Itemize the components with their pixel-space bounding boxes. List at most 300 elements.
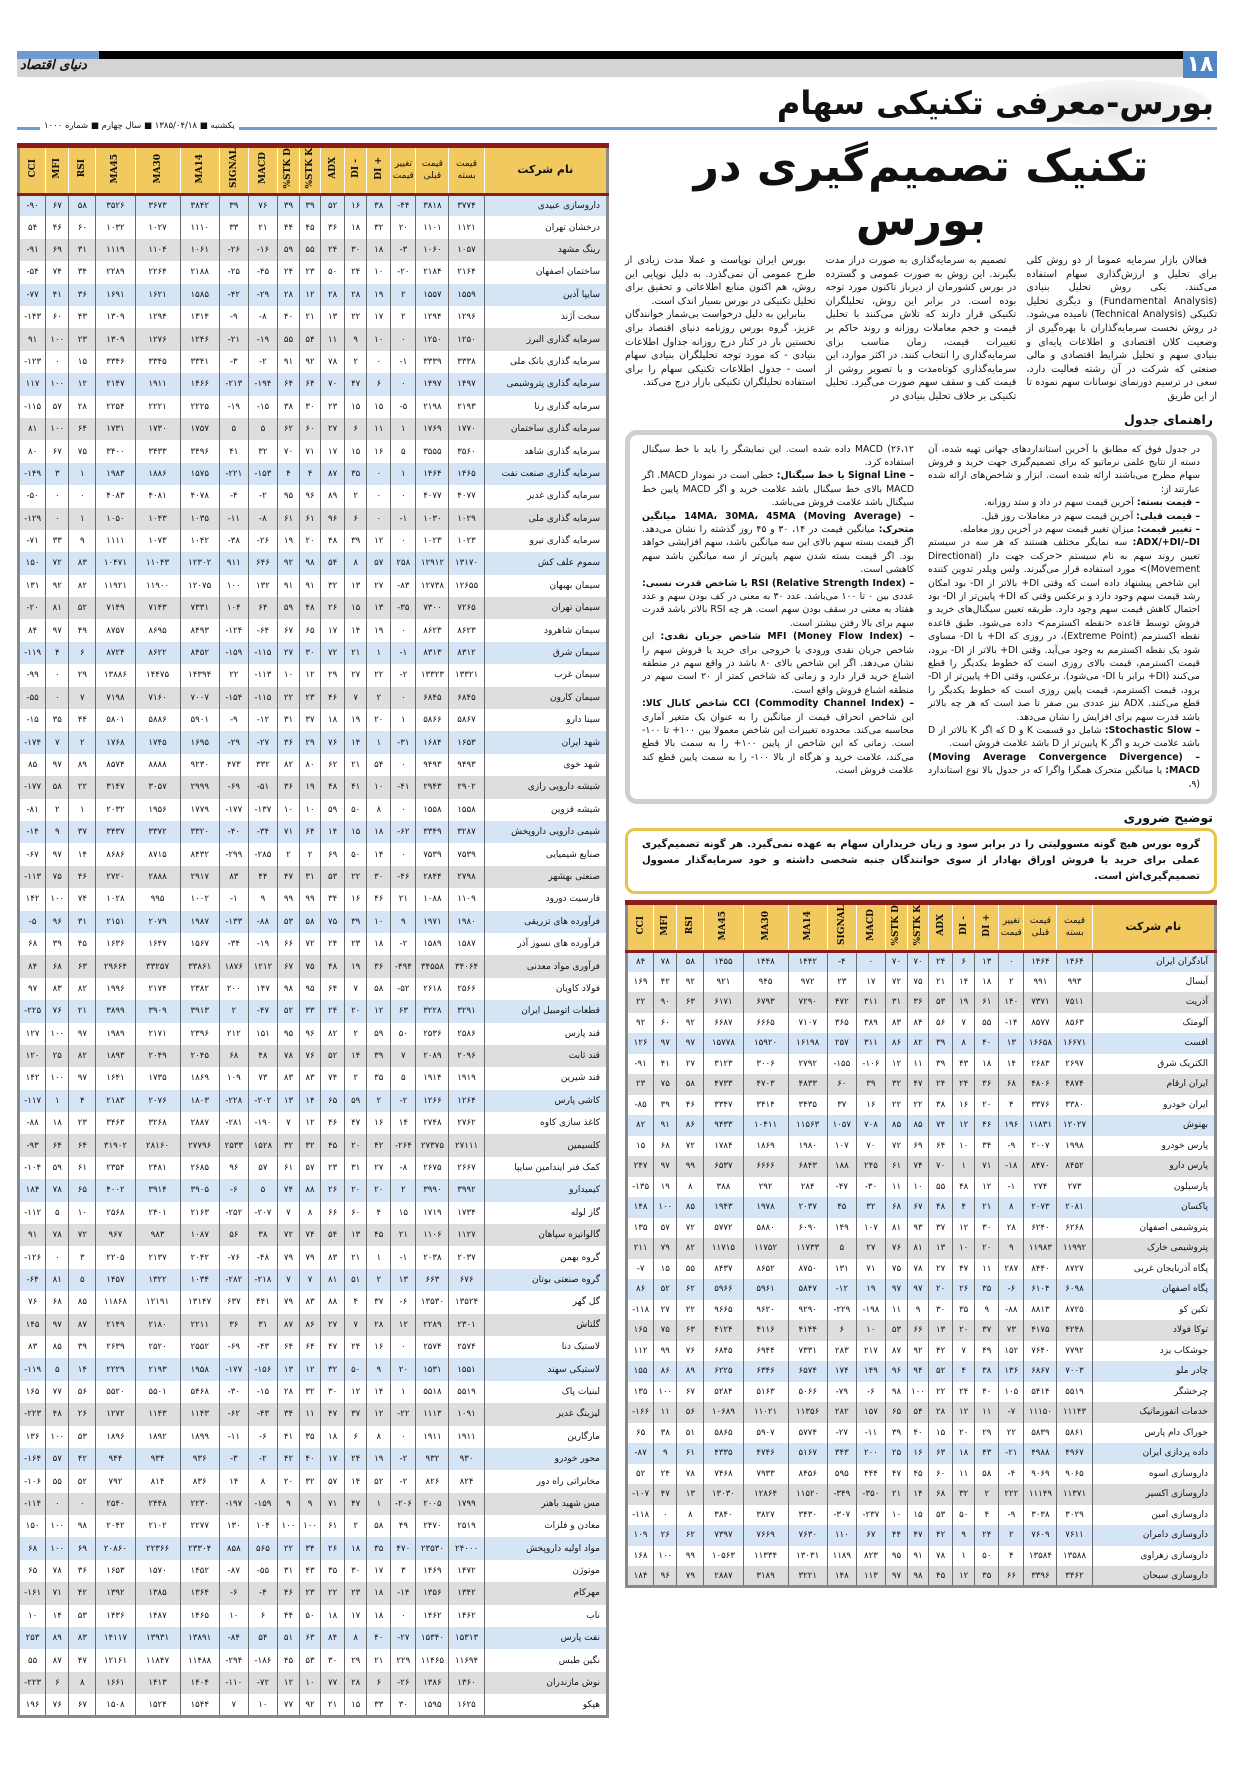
stk-d-cell: ۶۴ — [277, 373, 299, 395]
adx-cell: ۷۵ — [321, 911, 345, 933]
stk-d-cell: ۱۲ — [885, 1054, 907, 1075]
stk-d-cell: ۷۹ — [277, 1291, 299, 1313]
signal-cell: -۴۰ — [219, 821, 248, 843]
macd-cell: -۲۰۷ — [248, 1202, 277, 1224]
ma45-cell: ۷۴۶۸ — [704, 1464, 743, 1485]
previous-price-cell: ۸۵۷۷ — [1024, 1013, 1057, 1034]
close-price-cell: ۸۳۱۲ — [449, 642, 484, 664]
term: – (Moving Average Convergence Divergence) MACD: — [928, 751, 1200, 777]
table-row — [19, 396, 608, 418]
adx-cell: ۲۸ — [321, 284, 345, 306]
mfi-cell: ۷ — [46, 731, 69, 753]
rsi-cell: ۴۳ — [69, 306, 96, 328]
mfi-cell: ۳۹ — [46, 933, 69, 955]
minus-di-cell: ۷ — [953, 1013, 975, 1034]
price-change-cell: ۴۹ — [391, 1515, 416, 1537]
mfi-cell: ۹۷ — [46, 754, 69, 776]
cci-cell: -۱۴ — [19, 821, 46, 843]
ma45-cell: ۶۱۷۱ — [704, 992, 743, 1013]
plus-di-cell: ۲۴ — [975, 1525, 999, 1546]
minus-di-cell: ۸ — [953, 1033, 975, 1054]
ma45-cell: ۲۲۰۵ — [96, 1246, 135, 1268]
plus-di-cell: ۲۰ — [975, 1238, 999, 1259]
company-name-cell: گلتاش — [484, 1314, 607, 1336]
minus-di-cell: ۷ — [345, 1314, 367, 1336]
plus-di-cell: ۱۳ — [975, 951, 999, 972]
macd-cell: ۱۰ — [248, 1694, 277, 1716]
adx-cell: ۴۲ — [929, 1525, 953, 1546]
company-name-cell: خدمات انفورماتیک — [1092, 1402, 1215, 1423]
price-change-cell: -۲۰ — [391, 261, 416, 283]
adx-cell: ۸۹ — [321, 485, 345, 507]
close-price-cell: ۲۱۹۳ — [449, 396, 484, 418]
close-price-cell: ۹۳۰ — [449, 1448, 484, 1470]
ma30-cell: ۱۷۳۵ — [135, 1067, 180, 1089]
price-change-cell: -۲۶ — [391, 1672, 416, 1694]
ma14-cell: ۸۷۵۰ — [788, 1259, 827, 1280]
stk-d-cell: ۳۱ — [885, 992, 907, 1013]
ma14-cell: ۱۱۵۶۳ — [788, 1115, 827, 1136]
close-price-cell: ۳۰۲۹ — [1057, 1505, 1092, 1526]
ma45-cell: ۲۱۵۱ — [96, 911, 135, 933]
stk-k-cell: ۴۰ — [908, 1423, 929, 1444]
macd-cell: -۴۷ — [248, 1000, 277, 1022]
cci-cell: ۶۵ — [627, 1423, 654, 1444]
stk-k-cell: ۷ — [300, 1269, 321, 1291]
ma30-cell: ۱۵۷۰ — [135, 1560, 180, 1582]
mfi-cell: ۹۶ — [654, 1566, 677, 1587]
stk-k-cell: ۹۴ — [908, 1361, 929, 1382]
minus-di-cell: ۲۱ — [345, 754, 367, 776]
ma14-cell: ۱۱۱۰ — [180, 216, 219, 238]
mfi-cell: ۷۵ — [654, 1074, 677, 1095]
minus-di-cell: ۲۴ — [345, 1336, 367, 1358]
column-header-ma45: MA45 — [704, 903, 743, 952]
price-change-cell: -۴۱ — [391, 776, 416, 798]
previous-price-cell: ۹۹۱ — [1024, 972, 1057, 993]
signal-cell: ۲۸۳ — [827, 1341, 856, 1362]
company-name-cell: معادن و فلزات — [484, 1515, 607, 1537]
close-price-cell: ۲۵۶۶ — [449, 978, 484, 1000]
rsi-cell: ۶۲ — [677, 1525, 704, 1546]
adx-cell: ۲۳ — [321, 396, 345, 418]
company-name-cell: رینگ مشهد — [484, 239, 607, 261]
signal-cell: -۳۴ — [219, 933, 248, 955]
previous-price-cell: ۳۹۹۰ — [416, 1179, 449, 1201]
adx-cell: ۶۴ — [929, 1136, 953, 1157]
column-header-stk-k: STK K% — [300, 146, 321, 195]
cci-cell: -۱۰۶ — [19, 1470, 46, 1492]
plus-di-cell: ۵۸ — [367, 1515, 391, 1537]
mfi-cell: ۱۰۰ — [46, 1067, 69, 1089]
minus-di-cell: ۲۷ — [345, 664, 367, 686]
close-price-cell: ۳۴۰۶۴ — [449, 955, 484, 977]
cci-cell: ۱۵ — [627, 1136, 654, 1157]
company-name-cell: مخابراتی راه دور — [484, 1470, 607, 1492]
signal-cell: ۵۶ — [219, 1224, 248, 1246]
stk-k-cell: ۶۹ — [908, 1136, 929, 1157]
signal-cell: ۸۳ — [219, 866, 248, 888]
signal-cell: -۱۱۰ — [219, 1672, 248, 1694]
close-price-cell: ۱۷۹۹ — [449, 1493, 484, 1515]
ma14-cell: ۱۸۶۹ — [180, 1067, 219, 1089]
paragraph: تصمیم به سرمایه‌گذاری به صورت دراز مدت بگیرند. این روش به صورت عمومی و گسترده در بورس کشورمان از دیرباز تاکنون مورد توجه بوده است. در برابر این روش، تحلیلگران تکنیکی قرار دارند که تلاش می‌کنند با تحلیل قیمت و حجم معاملات روزانه و روند حاکم بر تغییرات قیمت، زمان مناسب برای سرمایه‌گذاری را انتخاب کنند. در اکثر موارد، این سرمایه‌گذاری کوتاه‌مدت و با تصویر روشن از قیمت کف و سقف سهم صورت می‌گیرد. تحلیل تکنیکی بر خلاف تحلیل بنیادی در — [825, 255, 1017, 402]
rsi-cell: ۵۶ — [677, 1402, 704, 1423]
close-price-cell: ۲۹۰۲ — [449, 776, 484, 798]
stk-k-cell: ۱۰۰ — [908, 1382, 929, 1403]
mfi-cell: ۶۰ — [46, 306, 69, 328]
macd-cell: ۶ — [248, 1605, 277, 1627]
column-header-ma14: MA14 — [180, 146, 219, 195]
stk-d-cell: ۱۳ — [277, 1358, 299, 1380]
stk-d-cell: ۱۱ — [885, 1300, 907, 1321]
minus-di-cell: ۵۰ — [345, 843, 367, 865]
mfi-cell: ۹۷ — [46, 1314, 69, 1336]
ma30-cell: ۷۶۶۹ — [743, 1525, 788, 1546]
macd-cell: -۲۰۲ — [248, 1090, 277, 1112]
rsi-cell: ۷۲ — [677, 1136, 704, 1157]
ma30-cell: ۱۱۳۳۴ — [743, 1546, 788, 1567]
macd-cell: ۵۷ — [248, 1157, 277, 1179]
stk-d-cell: ۲۷ — [277, 642, 299, 664]
price-change-cell: -۳۵ — [391, 597, 416, 619]
plus-di-cell: ۱۲ — [367, 1403, 391, 1425]
table-row — [19, 799, 608, 821]
minus-di-cell: ۴۷ — [345, 373, 367, 395]
minus-di-cell: ۲ — [345, 351, 367, 373]
close-price-cell: ۱۷۷۰ — [449, 418, 484, 440]
price-change-cell: ۲۲۲ — [999, 1484, 1024, 1505]
adx-cell: ۳۲ — [321, 1358, 345, 1380]
company-name-cell: داروسازی سبحان — [1092, 1566, 1215, 1587]
stk-k-cell: ۷۶ — [300, 1045, 321, 1067]
rsi-cell: ۸ — [677, 1505, 704, 1526]
mfi-cell: ۷۲ — [46, 552, 69, 574]
plus-di-cell: ۸ — [367, 799, 391, 821]
ma45-cell: ۱۶۶۱ — [96, 1672, 135, 1694]
macd-cell: ۰ — [856, 951, 885, 972]
minus-di-cell: ۱۴ — [345, 1470, 367, 1492]
ma30-cell: ۱۵۹۲۰ — [743, 1033, 788, 1054]
price-change-cell: -۳۱ — [391, 731, 416, 753]
signal-cell: ۲۵۷ — [827, 1033, 856, 1054]
cci-cell: -۱۱۹ — [19, 1358, 46, 1380]
rsi-cell: ۶۴ — [69, 418, 96, 440]
mfi-cell: ۱۰۰ — [654, 1197, 677, 1218]
plus-di-cell: ۱۶ — [367, 440, 391, 462]
stk-k-cell: ۱۰ — [300, 1672, 321, 1694]
signal-cell: -۹ — [219, 306, 248, 328]
mfi-cell: ۴۱ — [654, 1054, 677, 1075]
ma45-cell: ۱۲۱۶۱ — [96, 1649, 135, 1671]
stk-k-cell: ۱۱ — [908, 1054, 929, 1075]
ma45-cell: ۲۰۸۶۰ — [96, 1537, 135, 1559]
stk-d-cell: ۹۱ — [277, 351, 299, 373]
rsi-cell: ۶۹ — [69, 1537, 96, 1559]
close-price-cell: ۷۵۳۹ — [449, 843, 484, 865]
adx-cell: ۷۱ — [321, 1493, 345, 1515]
signal-cell: -۶۹ — [219, 1336, 248, 1358]
ma14-cell: ۱۰۰۲ — [180, 888, 219, 910]
term: – تغییر قیمت: — [1137, 523, 1200, 535]
plus-di-cell: ۱۸ — [367, 1605, 391, 1627]
macd-cell: ۶۴۶ — [248, 552, 277, 574]
cci-cell: -۱۰۴ — [19, 1157, 46, 1179]
previous-price-cell: ۲۳۵۳۰ — [416, 1537, 449, 1559]
cci-cell: ۱۶۵ — [627, 1320, 654, 1341]
minus-di-cell: ۱۰ — [953, 1238, 975, 1259]
company-name-cell: چرخشگر — [1092, 1382, 1215, 1403]
mfi-cell: ۹ — [654, 1443, 677, 1464]
close-price-cell: ۳۹۹۲ — [449, 1179, 484, 1201]
price-change-cell: -۲ — [391, 1448, 416, 1470]
close-price-cell: ۹۹۳ — [1057, 972, 1092, 993]
ma45-cell: ۲۲۵۴ — [96, 396, 135, 418]
table-row — [19, 1067, 608, 1089]
close-price-cell: ۸۲۴ — [449, 1470, 484, 1492]
stk-d-cell: ۲۲ — [277, 687, 299, 709]
ma45-cell: ۱۶۳۶ — [96, 933, 135, 955]
rsi-cell: ۵۶ — [69, 1381, 96, 1403]
mfi-cell: ۳۵ — [46, 709, 69, 731]
dateline: یکشنبه ■ ۱۳۸۵/۰۴/۱۸ ■ سال چهارم ■ شماره ۱۰۰۰ — [40, 121, 239, 131]
price-change-cell: ۰ — [391, 1605, 416, 1627]
close-price-cell: ۱۳۶۰ — [449, 1672, 484, 1694]
minus-di-cell: ۶ — [345, 418, 367, 440]
price-change-cell: -۱ — [999, 1177, 1024, 1198]
signal-cell: -۱۹۷ — [219, 1493, 248, 1515]
ma45-cell: ۱۱۸۶۸ — [96, 1291, 135, 1313]
ma14-cell: ۱۰۳۵ — [180, 508, 219, 530]
article-column-1 — [1026, 254, 1217, 404]
cci-cell: -۱۲۳ — [19, 351, 46, 373]
ma30-cell: ۹۶۲۰ — [743, 1300, 788, 1321]
macd-cell: -۱۵۶ — [248, 1358, 277, 1380]
close-price-cell: ۱۵۸۷ — [449, 933, 484, 955]
column-header-price-change: تغییر قیمت — [999, 903, 1024, 952]
macd-cell: -۴۵ — [248, 261, 277, 283]
signal-cell: ۱۰۵۷ — [827, 1115, 856, 1136]
signal-cell: -۱ — [219, 888, 248, 910]
signal-cell: ۱۴۸ — [827, 1566, 856, 1587]
close-price-cell: ۱۲۰۲۷ — [1057, 1115, 1092, 1136]
ma45-cell: ۳۱۲۳ — [704, 1054, 743, 1075]
mfi-cell: ۷۵ — [654, 1320, 677, 1341]
table-row — [19, 194, 608, 216]
previous-price-cell: ۱۷۱۹ — [416, 1202, 449, 1224]
ma14-cell: ۳۳۴۱ — [180, 351, 219, 373]
stk-d-cell: ۴۲ — [277, 1448, 299, 1470]
table-row — [627, 1136, 1216, 1157]
stk-d-cell: ۵۳ — [277, 911, 299, 933]
ma30-cell: ۳۴۱۴ — [743, 1095, 788, 1116]
table-row — [19, 1045, 608, 1067]
mfi-cell: ۱۸ — [46, 1112, 69, 1134]
rsi-cell: ۷۴ — [69, 888, 96, 910]
company-name-cell: گروه بهمن — [484, 1246, 607, 1268]
minus-di-cell: ۳۰ — [345, 1560, 367, 1582]
plus-di-cell: ۴ — [975, 1505, 999, 1526]
minus-di-cell: ۲۰ — [953, 1423, 975, 1444]
mfi-cell: ۶۰ — [654, 1013, 677, 1034]
cci-cell: -۱۱۸ — [627, 1300, 654, 1321]
mfi-cell: ۸۹ — [46, 1627, 69, 1649]
stk-k-cell: ۷۴ — [908, 1156, 929, 1177]
plus-di-cell: ۳۵ — [975, 1279, 999, 1300]
mfi-cell: ۱۴ — [46, 1605, 69, 1627]
macd-cell: -۲۱۸ — [248, 1269, 277, 1291]
signal-cell: ۱۸۷۶ — [219, 955, 248, 977]
rsi-cell: ۱۳ — [677, 1484, 704, 1505]
adx-cell: ۲۸ — [929, 1402, 953, 1423]
macd-cell: ۱۵۷ — [856, 1402, 885, 1423]
ma30-cell: ۱۳۲۲ — [135, 1269, 180, 1291]
stk-d-cell: ۶۴ — [277, 1336, 299, 1358]
stk-k-cell: ۱۲ — [300, 1112, 321, 1134]
adx-cell: ۲۴ — [321, 933, 345, 955]
signal-cell: ۲ — [219, 1000, 248, 1022]
plus-di-cell: ۱۹ — [367, 1448, 391, 1470]
signal-cell: -۳۴۹ — [827, 1484, 856, 1505]
company-name-cell: قند پارس — [484, 1023, 607, 1045]
signal-cell: -۴۲ — [219, 284, 248, 306]
close-price-cell: ۱۳۵۲۴ — [449, 1291, 484, 1313]
table-row — [627, 1300, 1216, 1321]
close-price-cell: ۱۴۷۲ — [449, 1560, 484, 1582]
ma30-cell: ۱۴۸۷ — [135, 1605, 180, 1627]
cci-cell: ۱۱۲ — [627, 1341, 654, 1362]
signal-cell: -۲۹۴ — [219, 1649, 248, 1671]
previous-price-cell: ۳۳۷۶ — [1024, 1095, 1057, 1116]
mfi-cell: ۲۵ — [46, 1045, 69, 1067]
rsi-cell: ۵۳ — [69, 1426, 96, 1448]
macd-cell: ۶۷ — [856, 1525, 885, 1546]
column-header-mfi: MFI — [46, 146, 69, 195]
ma30-cell: ۱۸۶۹ — [743, 1136, 788, 1157]
adx-cell: ۱۳ — [321, 306, 345, 328]
mfi-cell: ۵ — [46, 1358, 69, 1380]
definition: یا میانگین متحرک همگرا واگرا که در جدول بالا نوع استاندارد (۹، — [928, 765, 1200, 790]
adx-cell: ۳۸ — [929, 1095, 953, 1116]
company-name-cell: مهرکام — [484, 1582, 607, 1604]
mfi-cell: ۰ — [46, 1246, 69, 1268]
signal-cell: ۳۶ — [219, 1314, 248, 1336]
ma30-cell: ۱۱۰۴ — [135, 239, 180, 261]
minus-di-cell: ۱۴ — [345, 731, 367, 753]
rsi-cell: ۹۷ — [69, 1023, 96, 1045]
signal-cell: ۹۱۱ — [219, 552, 248, 574]
signal-cell: -۲۱۳ — [219, 373, 248, 395]
stk-k-cell: ۳۰ — [300, 642, 321, 664]
cci-cell: ۱۵۵ — [627, 1361, 654, 1382]
rsi-cell: ۹ — [69, 530, 96, 552]
guide-item-cci — [642, 697, 914, 777]
plus-di-cell: ۳۳ — [367, 1694, 391, 1716]
adx-cell: ۵۵ — [929, 1177, 953, 1198]
cci-cell: ۶۸ — [19, 1537, 46, 1559]
stk-k-cell: ۵۳ — [300, 1649, 321, 1671]
previous-price-cell: ۳۴۵۵۸ — [416, 955, 449, 977]
mfi-cell: ۰ — [46, 664, 69, 686]
stk-d-cell: ۶۲ — [277, 418, 299, 440]
cci-cell: -۱۳۵ — [627, 1177, 654, 1198]
ma45-cell: ۱۱۱۹ — [96, 239, 135, 261]
cci-cell: ۱۴۲ — [19, 1067, 46, 1089]
macd-cell: -۲ — [248, 485, 277, 507]
close-price-cell: ۱۹۸۰ — [449, 911, 484, 933]
previous-price-cell: ۱۷۶۹ — [416, 418, 449, 440]
stk-d-cell: ۹۷ — [885, 1279, 907, 1300]
signal-cell: -۲۵ — [219, 261, 248, 283]
adx-cell: ۷۷ — [321, 1672, 345, 1694]
minus-di-cell: ۲۲ — [345, 306, 367, 328]
stk-d-cell: ۴۱ — [277, 1426, 299, 1448]
ma14-cell: ۱۴۰۴ — [180, 1672, 219, 1694]
ma30-cell: ۲۹۲ — [743, 1177, 788, 1198]
company-name-cell: سینا دارو — [484, 709, 607, 731]
table-row — [19, 351, 608, 373]
minus-di-cell: ۲۶ — [953, 1279, 975, 1300]
previous-price-cell: ۲۶۸۳ — [1024, 1054, 1057, 1075]
plus-di-cell: ۱۲ — [367, 1000, 391, 1022]
ma30-cell: ۱۰۲۷ — [135, 216, 180, 238]
minus-di-cell: ۱۳ — [345, 1224, 367, 1246]
macd-cell: ۲۷ — [856, 1238, 885, 1259]
price-change-cell: ۰ — [391, 328, 416, 350]
plus-di-cell: ۴۳ — [975, 1443, 999, 1464]
ma30-cell: ۱۹۱۱ — [135, 373, 180, 395]
stk-k-cell: ۹۸ — [908, 1566, 929, 1587]
mfi-cell: ۶۸ — [46, 1291, 69, 1313]
guide-item-mfi — [642, 630, 914, 697]
rsi-cell: ۸۷ — [69, 1314, 96, 1336]
previous-price-cell: ۱۴۶۴ — [416, 463, 449, 485]
stk-k-cell: ۶۷ — [908, 1197, 929, 1218]
column-header-plus-di: + DI — [367, 146, 391, 195]
ma30-cell: ۳۱۸۹ — [743, 1566, 788, 1587]
table-row — [19, 597, 608, 619]
rsi-cell: ۸ — [677, 1177, 704, 1198]
stk-k-cell: ۸۳ — [300, 1291, 321, 1313]
ma14-cell: ۵۰۶۶ — [788, 1382, 827, 1403]
plus-di-cell: ۲ — [367, 1090, 391, 1112]
plus-di-cell: ۶۱ — [975, 992, 999, 1013]
macd-cell: ۳۳۲ — [248, 754, 277, 776]
mfi-cell: ۹۷ — [654, 1156, 677, 1177]
adx-cell: ۴۷ — [321, 1403, 345, 1425]
adx-cell: ۷۰ — [321, 373, 345, 395]
previous-price-cell: ۱۲۶۶ — [416, 1090, 449, 1112]
section-title: بورس-معرفی تکنیکی سهام — [776, 84, 1214, 122]
close-price-cell: ۱۳۴۲ — [449, 1582, 484, 1604]
close-price-cell: ۲۷۳ — [1057, 1177, 1092, 1198]
article-column-2 — [826, 254, 1017, 404]
minus-di-cell: ۲۰ — [345, 1179, 367, 1201]
plus-di-cell: ۰ — [367, 351, 391, 373]
adx-cell: ۶۸ — [929, 1484, 953, 1505]
price-change-cell: -۱ — [391, 351, 416, 373]
cci-cell: -۱۷۷ — [19, 776, 46, 798]
ma30-cell: ۲۱۰۲ — [135, 1515, 180, 1537]
stk-k-cell: ۳۳ — [300, 1000, 321, 1022]
mfi-cell: ۷۸ — [654, 951, 677, 972]
macd-cell: ۹ — [248, 888, 277, 910]
company-name-cell: الکتریک شرق — [1092, 1054, 1215, 1075]
rsi-cell: ۹۹ — [677, 1546, 704, 1567]
stk-d-cell: ۴۰ — [277, 306, 299, 328]
price-change-cell: -۹ — [999, 1136, 1024, 1157]
column-header-ma45: MA45 — [96, 146, 135, 195]
